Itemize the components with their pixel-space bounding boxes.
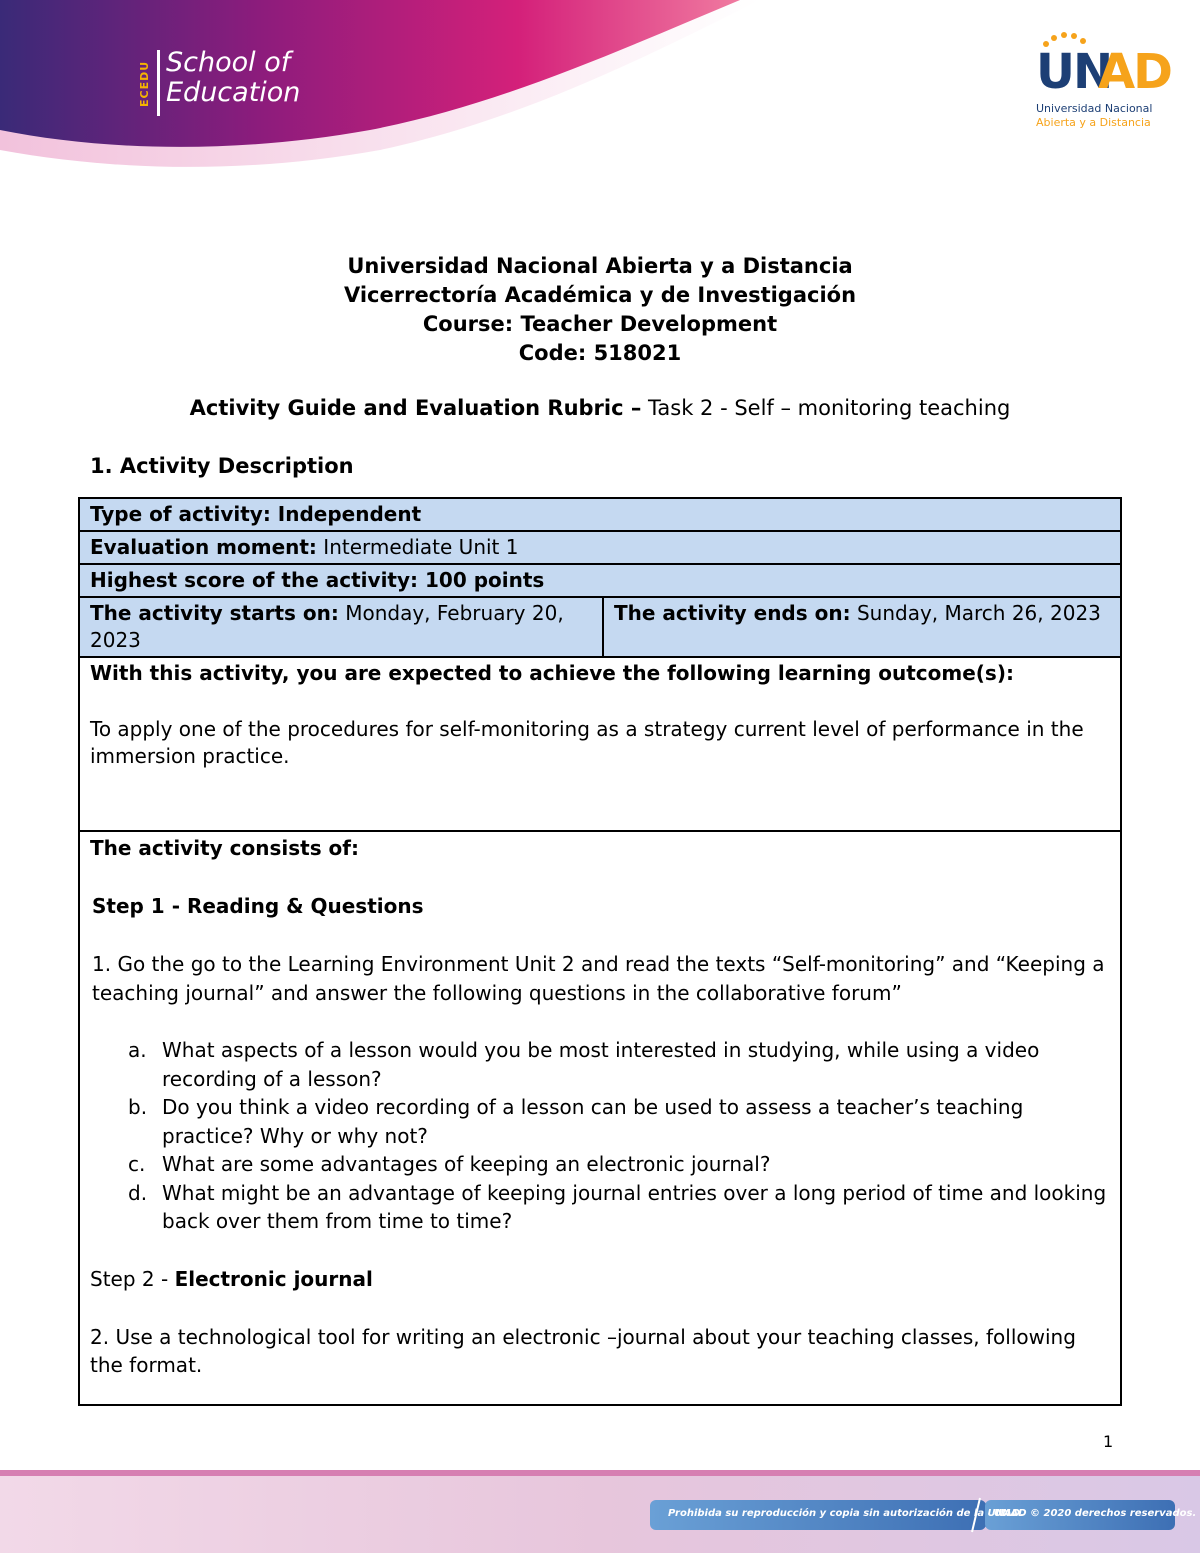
logo-vertical-text: ECEDU [138,60,151,108]
unad-line-2: Abierta y a Distancia [1036,116,1151,129]
logo-line-1: School of [166,47,291,78]
step2-prefix: Step 2 - [90,1266,175,1291]
subtitle-normal: Task 2 - Self – monitoring teaching [641,396,1011,420]
ends-label: The activity ends on: [614,601,851,625]
starts-value: Monday, February 20, 2023 [90,601,564,652]
document-subtitle [0,394,1200,423]
footer-copyright-notice: Prohibida su reproducción y copia sin autorización de la UNAD. [668,1508,1024,1519]
activity-end [603,597,1121,657]
list-item: d. What might be an advantage of keeping journal entries over a long period of time and looking back over them from time to time? [128,1180,1107,1233]
unad-line-1: Universidad Nacional [1036,102,1153,115]
logo-divider [157,50,160,116]
step1-heading: Step 1 - Reading & Questions [92,894,424,918]
step1-text: 1. Go the go to the Learning Environment Unit 2 and read the texts “Self-monitoring” and “Keeping a teaching journal” and answer the following questions in the collaborative forum” [92,952,1105,1005]
step2-text: 2. Use a technological tool for writing an electronic –journal about your teaching classes, following the format. [90,1324,1076,1377]
list-item: b. Do you think a video recording of a lesson can be used to assess a teacher’s teaching practice? Why or why not? [128,1095,1024,1148]
logo-line-2: Education [166,77,301,108]
list-item: a. What aspects of a lesson would you be most interested in studying, while using a video recording of a lesson? [128,1038,1040,1091]
footer-rights: UNAD © 2020 derechos reservados. [994,1508,1197,1519]
document-title [0,252,1200,368]
title-university: Universidad Nacional Abierta y a Distancia [347,254,853,278]
unad-letters-ad: AD [1098,44,1171,100]
step2-heading [90,1265,1110,1294]
step2-bold: Electronic journal [174,1266,373,1291]
activity-start [79,597,603,657]
title-course: Course: Teacher Development [422,312,778,336]
school-of-education-logo [128,44,328,124]
evaluation-value: Intermediate Unit 1 [316,535,519,559]
title-vicerrectoria: Vicerrectoría Académica y de Investigación [343,283,857,307]
section-heading-activity-description: 1. Activity Description [90,454,354,478]
questions-list [90,1036,1110,1236]
ends-value: Sunday, March 26, 2023 [850,601,1101,625]
page-number: 1 [1103,1432,1114,1451]
outcome-text: To apply one of the procedures for self-monitoring as a strategy current level of performance in the immersion practice. [90,717,1084,768]
list-item: c. What are some advantages of keeping an electronic journal? [128,1152,771,1176]
activity-consists-cell [79,831,1121,1405]
activity-table [78,497,1122,1406]
logo-text [166,48,300,108]
type-of-activity: Type of activity: Independent [79,498,1121,531]
unad-logo [1030,30,1171,130]
title-code: Code: 518021 [518,341,682,365]
evaluation-moment [79,531,1121,564]
starts-label: The activity starts on: [90,601,339,625]
subtitle-bold: Activity Guide and Evaluation Rubric – [189,396,642,420]
evaluation-label: Evaluation moment: [90,535,317,559]
consists-heading: The activity consists of: [90,836,359,860]
unad-letters-un: UN [1036,44,1112,100]
highest-score: Highest score of the activity: 100 points [79,564,1121,597]
outcome-heading: With this activity, you are expected to achieve the following learning outcome(s): [90,661,1014,685]
learning-outcome-cell [79,657,1121,831]
